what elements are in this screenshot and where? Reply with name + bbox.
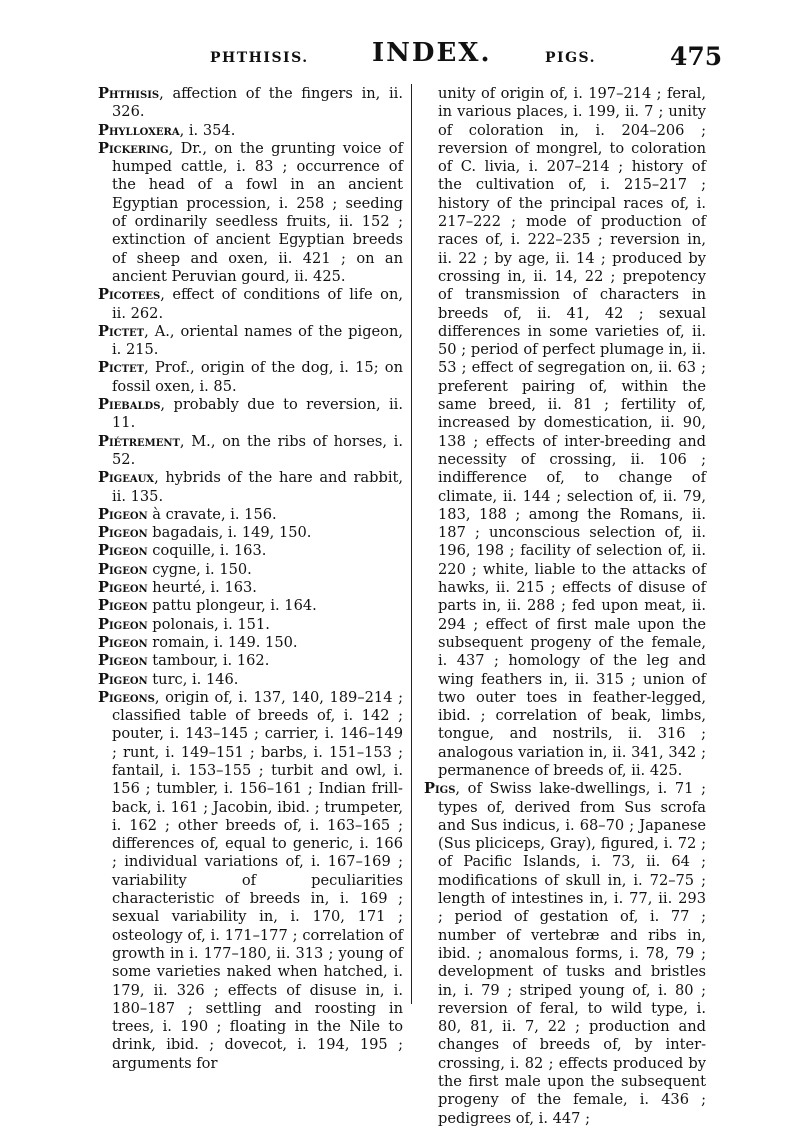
- index-entry: [98, 542, 403, 560]
- entry-head: Pigeons: [98, 688, 155, 706]
- entry-head: Piétrement: [98, 432, 180, 450]
- entry-text: , of Swiss lake-dwellings, i. 71 ; types of, derived from Sus scrofa and Sus indicus, i. 68–70 ; Japanese (Sus pliciceps, Gray), figured, i. 72 ; of Pacific Islands, i. 73, ii. 64 ; modifications of skull in, i. 72–75 ; length of intestines in, i. 77, ii. 293 ; period of gestation of, i. 77 ; number of vertebræ and ribs in, ibid. ; anomalous forms, i. 78, 79 ; development of tusks and bristles in, i. 79 ; striped young of, i. 80 ; reversion of feral, to wild type, i. 80, 81, ii. 7, 22 ; production and changes of breeds of, by inter-crossing, i. 82 ; effects produced by the first male upon the subsequent progeny of the female, i. 436 ; pedigrees of, i. 447 ;: [438, 780, 706, 1127]
- index-entry: [98, 469, 403, 506]
- index-entry: [98, 286, 403, 323]
- entry-head: Pigeon: [98, 524, 148, 542]
- index-entry: [98, 140, 403, 286]
- index-column-right: [424, 85, 706, 1128]
- entry-head: Pigeaux: [98, 469, 155, 487]
- entry-text: , Prof., origin of the dog, i. 15; on fossil oxen, i. 85.: [112, 359, 403, 395]
- index-entry: [98, 524, 403, 542]
- entry-head: Pigeon: [98, 542, 148, 560]
- index-entry: [98, 85, 403, 122]
- entry-text: à cravate, i. 156.: [147, 505, 277, 523]
- entry-head: Pictet: [98, 359, 145, 377]
- index-entry: [98, 597, 403, 615]
- entry-text: , affection of the fingers in, ii. 326.: [112, 85, 403, 121]
- entry-head: Pigeon: [98, 505, 148, 523]
- entry-text: bagadais, i. 149, 150.: [147, 524, 312, 542]
- index-entry: [98, 359, 403, 396]
- header-title: INDEX.: [372, 38, 492, 68]
- entry-head: Picotees: [98, 286, 161, 304]
- entry-head: Pigeon: [98, 560, 148, 578]
- entry-head: Pigeon: [98, 652, 148, 670]
- index-entry: [98, 689, 403, 1073]
- entry-head: Phylloxera: [98, 121, 180, 139]
- index-entry: [98, 122, 403, 140]
- index-entry: [98, 616, 403, 634]
- entry-text: unity of origin of, i. 197–214 ; feral, in various places, i. 199, ii. 7 ; unity of coloration in, i. 204–206 ; reversion of mongrel, to coloration of C. livia, i. 207–214 ; history of the cultivation of, i. 215–217 ; history of the principal races of, i. 217–222 ; mode of production of races of, i. 222–235 ; reversion in, ii. 22 ; by age, ii. 14 ; produced by crossing in, ii. 14, 22 ; prepotency of transmission of characters in breeds of, ii. 41, 42 ; sexual differences in some varieties of, ii. 50 ; period of perfect plumage in, ii. 53 ; effect of segregation on, ii. 63 ; preferent pairing of, within the same breed, ii. 81 ; fertility of, increased by domestication, ii. 90, 138 ; effects of inter-breeding and necessity of crossing, ii. 106 ; indifference of, to change of climate, ii. 144 ; selection of, ii. 79, 183, 188 ; among the Romans, ii. 187 ; unconscious selection of, ii. 196, 198 ; facility of selection of, ii. 220 ; white, liable to the attacks of hawks, ii. 215 ; effects of disuse of parts in, ii. 288 ; fed upon meat, ii. 294 ; effect of first male upon the subsequent progeny of the female, i. 437 ; homology of the leg and wing feathers in, ii. 315 ; union of two outer toes in feather-legged, ibid. ; correlation of beak, limbs, tongue, and nostrils, ii. 316 ; analogous variation in, ii. 341, 342 ; permanence of breeds of, ii. 425.: [438, 85, 706, 779]
- entry-head: Phthisis: [98, 85, 160, 102]
- entry-text: , origin of, i. 137, 140, 189–214 ; classified table of breeds of, i. 142 ; pouter, i. 143–145 ; carrier, i. 146–149 ; runt, i. 149–151 ; barbs, i. 151–153 ; fantail, i. 153–155 ; turbit and owl, i. 156 ; tumbler, i. 156–161 ; Indian frill-back, i. 161 ; Jacobin, ibid. ; trumpeter, i. 162 ; other breeds of, i. 163–165 ; differences of, equal to generic, i. 166 ; individual variations of, i. 167–169 ; variability of peculiarities characteristic of breeds in, i. 169 ; sexual variability in, i. 170, 171 ; osteology of, i. 171–177 ; correlation of growth in i. 177–180, ii. 313 ; young of some varieties naked when hatched, i. 179, ii. 326 ; effects of disuse in, i. 180–187 ; settling and roosting in trees, i. 190 ; floating in the Nile to drink, ibid. ; dovecot, i. 194, 195 ; arguments for: [112, 688, 403, 1072]
- entry-text: polonais, i. 151.: [147, 615, 270, 633]
- index-entry: [98, 634, 403, 652]
- entry-text: pattu plongeur, i. 164.: [147, 597, 317, 615]
- entry-text: , M., on the ribs of horses, i. 52.: [112, 432, 403, 468]
- entry-head: Pickering: [98, 139, 169, 157]
- entry-head: Pigeon: [98, 597, 148, 615]
- entry-head: Piebalds: [98, 396, 161, 414]
- column-divider: [411, 84, 412, 1004]
- entry-text: cygne, i. 150.: [147, 560, 252, 578]
- index-entry-continued: [424, 85, 706, 780]
- entry-text: heurté, i. 163.: [147, 579, 257, 597]
- entry-text: romain, i. 149. 150.: [147, 633, 298, 651]
- entry-head: Pigeon: [98, 579, 148, 597]
- entry-text: tambour, i. 162.: [147, 652, 270, 670]
- entry-text: , effect of conditions of life on, ii. 262.: [112, 286, 403, 322]
- index-entry: [98, 671, 403, 689]
- entry-head: Pictet: [98, 322, 145, 340]
- index-entry: [98, 579, 403, 597]
- entry-text: , A., oriental names of the pigeon, i. 215.: [112, 322, 403, 359]
- index-column-left: [98, 85, 403, 1073]
- index-entry: [98, 561, 403, 579]
- index-entry: [98, 323, 403, 360]
- entry-text: , Dr., on the grunting voice of humped cattle, i. 83 ; occurrence of the head of a fowl in an ancient Egyptian procession, i. 258 ; seeding of ordinarily seedless fruits, ii. 152 ; extinction of ancient Egyptian breeds of sheep and oxen, ii. 421 ; on an ancient Peruvian gourd, ii. 425.: [112, 139, 403, 285]
- entry-text: turc, i. 146.: [147, 670, 239, 688]
- index-entry: [98, 652, 403, 670]
- entry-text: , hybrids of the hare and rabbit, ii. 135.: [112, 469, 403, 505]
- entry-head: Pigeon: [98, 615, 148, 633]
- entry-text: , i. 354.: [179, 121, 236, 139]
- header-left-catchword: PHTHISIS.: [210, 50, 309, 66]
- index-entry: [98, 506, 403, 524]
- header-right-catchword: PIGS.: [545, 50, 597, 66]
- page-number: 475: [670, 42, 723, 71]
- index-entry: [98, 396, 403, 433]
- running-header: [100, 38, 723, 78]
- entry-head: Pigs: [424, 780, 456, 798]
- entry-text: , probably due to reversion, ii. 11.: [112, 396, 403, 432]
- index-entry: [98, 433, 403, 470]
- entry-head: Pigeon: [98, 633, 148, 651]
- index-entry: [424, 780, 706, 1128]
- entry-text: coquille, i. 163.: [147, 542, 267, 560]
- entry-head: Pigeon: [98, 670, 148, 688]
